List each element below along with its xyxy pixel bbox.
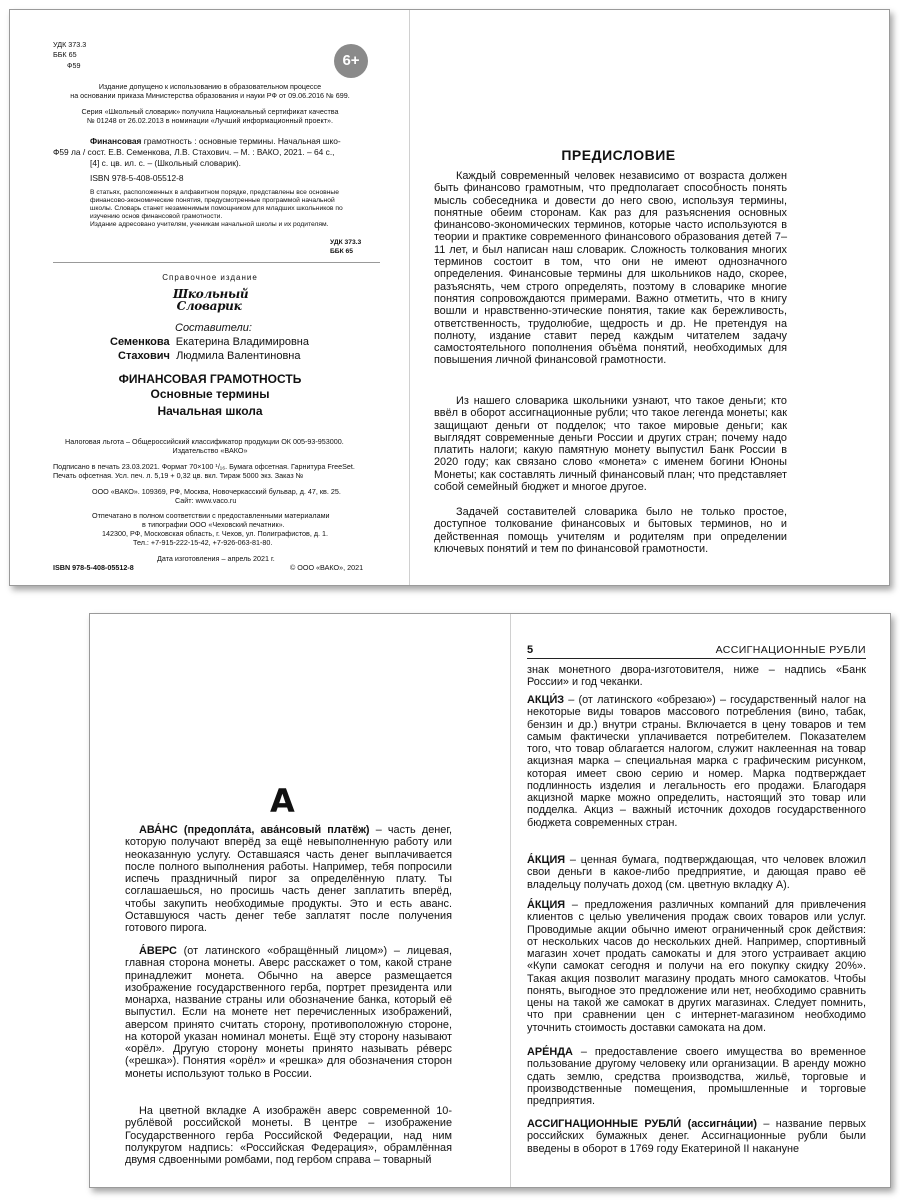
tax-line-2: Издательство «ВАКО» [172,446,248,455]
bibliographic-line-1: Финансовая грамотность : основные термины. Начальная шко- [90,136,341,146]
bibliographic-line-2: Ф59 ла / сост. Е.В. Семенкова, Л.В. Стахович. – М. : ВАКО, 2021. – 64 с., [53,147,335,157]
bibliographic-line-3: [4] с. цв. ил. с. – (Школьный словарик). [90,158,241,168]
section-letter: А [270,782,295,820]
spine-fold [409,10,410,585]
preface-paragraph-1: Каждый современный человек независимо от возраста должен быть финансово грамотным, что предполагает способность понять мысль собеседника и довести до него свою, используя термины, понятные обеим сторонам. Как раз для разъяснения основных финансово-экономических терминов, которые часто используются в теории и практике современного финансового образования детей 7–11 лет, и был написан наш словарик. Сложность толкования многих терминов состоит в том, что они не имеют однозначного определения. Финансовые термины для школьников надо, скорее, разъяснять, чем строго определять, поэтому в словарике многие понятия сопровождаются примерами. Важно отметить, что в книгу вошли и нравственно-этические понятия, такие как бережливость, ответственность, трудолюбие, щедрость и др. Не претендуя на полноту, издание ставит перед каждым читателем задачу самостоятельного пополнения объёма понятий, необходимых для повышения личной финансовой грамотности. [434,170,787,367]
annotation-line-4: изучению основ финансовой грамотности. [90,213,223,220]
book-level: Начальная школа [157,404,263,418]
entry-arenda: АРЕ́НДА – предоставление своего имущества во временное пользование другому человеку или организации. В аренду можно сдать землю, средства производства, жильё, торговые и производственные помещения, промышленные и торговые предприятия. [527,1046,866,1107]
preface-title: ПРЕДИСЛОВИЕ [561,147,676,163]
compiler-2: Стахович Людмила Валентиновна [118,350,301,362]
entry-akciya-security: А́КЦИЯ – ценная бумага, подтверждающая, что человек вложил свои деньги в какое-либо предприятие, и дающая право её владельцу получать доход (см. цветную вкладку А). [527,854,866,891]
series-logo: Школьный Словарик [173,287,249,313]
entry-avers: А́ВЕРС (от латинского «обращённый лицом») – лицевая, главная сторона монеты. Аверс расскажет о том, какой стране принадлежит монета. Обычно на аверсе размещается изображение государственного герба, портрет президента или монарха, название страны или обозначение банка, который её выпустил. Если на монете нет перечисленных изображений, аверсом принято считать сторону, противоположную стороне, на которой указан номинал монеты. Ещё эту сторону называют «орёл». Другую сторону монеты принято называть ре́верс («решка»). Понятия «орёл» и «решка» для обозначения сторон монеты используют только в России. [125,945,452,1080]
top-book-spread [9,9,890,586]
isbn-line: ISBN 978-5-408-05512-8 [90,173,184,183]
bbk-code: ББК 65 [53,50,77,59]
entry-akciz: АКЦИ́З – (от латинского «обрезаю») – государственный налог на некоторые виды товаров массового потребления (вино, табак, бензин и др.) внутри страны. Включается в цену товаров и тем самым фактически уплачивается потребителем. Показателем того, что товар облагается налогом, служит наклеенная на товар акцизная марка – специальная марка с графическим рисунком, которая имеет свою серию и номер. Марка подтверждает подлинность изделия и легальность его продажи. Благодаря акцизной марке можно определить, настоящий это товар или подделка. Акциз – важный источник доходов государственного бюджета современных стран. [527,694,866,829]
page-number: 5 [527,644,534,656]
publisher-line-1: ООО «ВАКО». 109369, РФ, Москва, Новочеркасский бульвар, д. 47, кв. 25. [92,487,341,496]
approval-line-2: на основании приказа Министерства образования и науки РФ от 09.06.2016 № 699. [70,91,350,100]
spine-fold [510,614,511,1187]
isbn-footer: ISBN 978-5-408-05512-8 [53,563,134,572]
print-line-1: Подписано в печать 23.03.2021. Формат 70×100 ¹/₁₆. Бумага офсетная. Гарнитура FreeSet. [53,462,355,471]
entry-avans: АВА́НС (предопла́та, ава́нсовый платёж) – часть денег, которую получают вперёд за ещё невыполненную работу или неоказанную услугу. Оставшаяся часть денег выплачивается после полного выполнения работы. Например, тебя попросили испечь праздничный пирог за определённую плату. Ты соглашаешься, но просишь часть денег заплатить вперёд, чтобы закупить необходимые продукты. Это и есть аванс. Оставшуюся часть денег тебе заплатят после получения готового пирога. [125,824,452,934]
header-rule [527,658,866,659]
udk-code: УДК 373.3 [53,40,87,49]
certificate-line-2: № 01248 от 26.02.2013 в номинации «Лучший информационный проект». [86,116,334,125]
certificate-line-1: Серия «Школьный словарик» получила Национальный сертификат качества [81,107,339,116]
annotation-line-5: Издание адресовано учителям, ученикам начальной школы и их родителям. [90,221,329,228]
entry-continuation: знак монетного двора-изготовителя, ниже – надпись «Банк России» и год чеканки. [527,664,866,689]
annotation-line-3: школы. Словарь станет незаменимым помощником для младших школьников по [90,205,343,212]
compilers-label: Составители: [175,322,252,334]
annotation-line-2: финансово-экономические понятия, предусмотренные программой начальной [90,197,335,204]
preface-paragraph-3: Задачей составителей словарика было не только простое, доступное толкование финансовых и бытовых терминов, но и действенная помощь учителям и родителям при определении ключевых понятий и тем по финансовой грамотности. [434,506,787,555]
imprint-divider [53,262,380,263]
udk-code-right: УДК 373.3 [330,239,362,246]
printer-line-3: 142300, РФ, Московская область, г. Чехов, ул. Полиграфистов, д. 1. [102,529,329,538]
preface-paragraph-2: Из нашего словарика школьники узнают, что такое деньги; кто ввёл в оборот ассигнационные рубли; что такое легенда монеты; как защищают деньги от подделок; что такое мировые деньги; как выглядят современные деньги России и других стран; почему надо платить налоги; какую памятную монету выпустил Банк России в 2020 году; как связано слово «монета» с именем богини Юноны Монеты; как составлять личный финансовый план; что представляет собой семейный бюджет и многое другое. [434,395,787,494]
edition-type: Справочное издание [162,273,258,282]
compiler-1: Семенкова Екатерина Владимировна [110,336,309,348]
bottom-book-spread [89,613,891,1188]
age-rating-badge: 6+ [334,44,368,78]
publisher-site: Сайт: www.vaco.ru [175,496,237,505]
running-head: АССИГНАЦИОННЫЕ РУБЛИ [715,644,866,656]
print-line-2: Печать офсетная. Усл. печ. л. 5,19 + 0,32 цв. вкл. Тираж 5000 экз. Заказ № [53,471,304,480]
entry-avers-continued: На цветной вкладке А изображён аверс современной 10-рублёвой российской монеты. В центре – изображение Государственного герба Российской Федерации, над ним полукругом надпись: «Российская Федерация», обрамлённая двумя сдвоенными ромбами, под гербом справа – товарный [125,1105,452,1166]
printer-line-4: Тел.: +7-915-222-15-42, +7-926-063-81-80. [133,538,273,547]
book-subtitle: Основные термины [150,387,270,401]
approval-line-1: Издание допущено к использованию в образовательном процессе [98,82,322,91]
printer-line-2: в типографии ООО «Чеховский печатник». [142,520,285,529]
annotation-line-1: В статьях, расположенных в алфавитном порядке, представлены все основные [90,189,339,196]
entry-assignation-rubles: АССИГНАЦИОННЫЕ РУБЛИ́ (ассигна́ции) – название первых российских бумажных денег. Ассигнационные рубли были введены в оборот в 1769 году Екатериной II накануне [527,1118,866,1155]
f-code: Ф59 [67,61,81,70]
manufacture-date: Дата изготовления – апрель 2021 г. [157,554,275,563]
entry-akciya-promo: А́КЦИЯ – предложения различных компаний для привлечения клиентов с целью увеличения продаж своих товаров или услуг. Проводимые акции обычно имеют ограниченный срок действия: от нескольких часов до нескольких дней. Например, спортивный магазин хочет продать самокаты и для этого устраивает акцию «Купи самокат сегодня и получи на его покупку скидку 20%». Такая акция позволит магазину продать много самокатов. Чтобы понять, выгодное это предложение или нет, необходимо сравнить цены на такой же самокат в других магазинах. Следует помнить, что при сравнении цен с интернет-магазином необходимо уточнить стоимость доставки самоката на дом. [527,899,866,1034]
bbk-code-right: ББК 65 [330,248,353,255]
copyright: © ООО «ВАКО», 2021 [290,563,364,572]
book-title: ФИНАНСОВАЯ ГРАМОТНОСТЬ [118,372,302,386]
printer-line-1: Отпечатано в полном соответствии с предоставленными материалами [92,511,330,520]
tax-line-1: Налоговая льгота – Общероссийский классификатор продукции ОК 005-93-953000. [65,437,344,446]
